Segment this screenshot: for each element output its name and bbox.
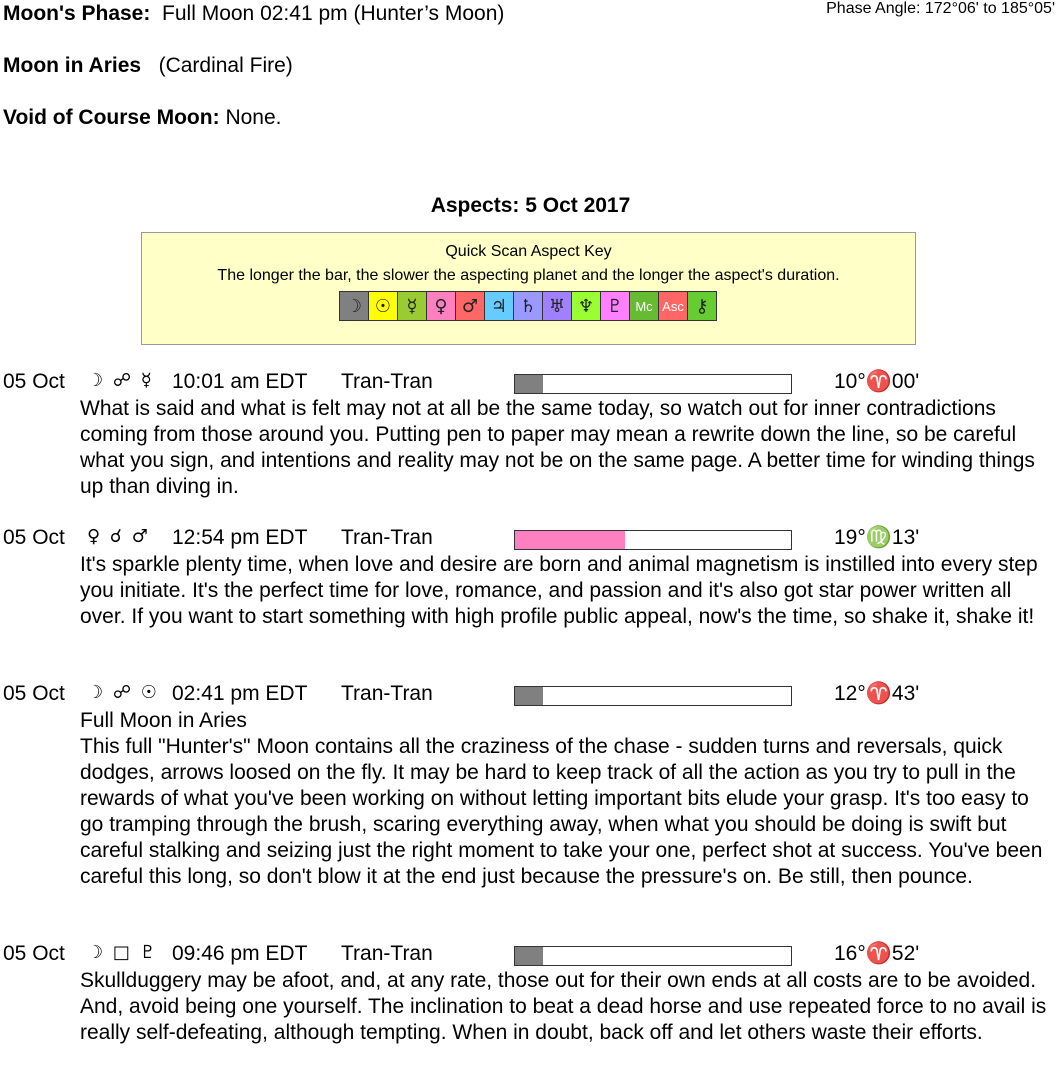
aspect-subtitle: Full Moon in Aries [80,709,247,732]
aspect-glyphs: ☽ ☍ ☉ [87,682,159,703]
aspect-time: 09:46 pm EDT [172,942,308,965]
aspect-key-swatch: ♆ [571,291,601,321]
duration-bar-fill [515,687,543,705]
aspect-key-swatch: ♃ [484,291,514,321]
aspect-time: 10:01 am EDT [172,370,308,393]
duration-bar [514,530,792,550]
aspect-entry [0,682,1061,890]
aspect-header [0,942,1061,968]
aspect-description: It's sparkle plenty time, when love and desire are born and animal magnetism is instilled into every step you initiate. It's the perfect time for love, romance, and passion and it's also got star power written all over. If you want to start something with high profile public appeal, now's the time, so shake it, shake it! [80,553,1038,628]
aspect-key-box [141,232,916,345]
aspect-time: 12:54 pm EDT [172,526,308,549]
duration-bar-fill [515,947,543,965]
aspect-header [0,682,1061,708]
aspect-key-swatch: ♇ [600,291,630,321]
moon-sign-element: (Cardinal Fire) [158,54,293,77]
aspect-description: What is said and what is felt may not at all be the same today, so watch out for inner contradictions coming from those around you. Putting pen to paper may mean a rewrite down the line, so be careful what you sign, and intentions and reality may not be on the same page. A better time for winding things up than diving in. [80,397,1035,498]
duration-bar-fill [515,375,543,393]
void-line [3,106,281,130]
aspect-degree: 19°♍13' [834,526,920,549]
aspect-key-swatch: ♅ [542,291,572,321]
aspect-key-swatch: ☽ [339,291,369,321]
aspect-glyphs: ☽ ☍ ☿ [87,370,154,391]
aspect-key-swatch: Mc [629,291,659,321]
aspect-description: Skullduggery may be afoot, and, at any rate, those out for their own ends at all costs are to be avoided. And, avoid being one yourself. The inclination to beat a dead horse and use repeated force to no avail is really self-defeating, although tempting. When in doubt, back off and let others waste their efforts. [80,969,1047,1044]
duration-bar-fill [515,531,625,549]
aspect-key-swatch: ♂ [455,291,485,321]
aspect-description: This full "Hunter's" Moon contains all the craziness of the chase - sudden turns and reversals, quick dodges, arrows loosed on the fly. It may be hard to keep track of all the action as you try to pull in the rewards of what you've been working on without letting important bits elude your grasp. It's too easy to go tramping through the brush, scaring everything away, when what you should be doing is swift but careful stalking and seizing just the right moment to take your one, perfect shot at success. You've been careful this long, so don't blow it at the end just because the pressure's on. Be still, then pounce. [80,735,1043,888]
duration-bar [514,374,792,394]
aspect-date: 05 Oct [3,682,65,705]
aspect-key-swatch: ♄ [513,291,543,321]
aspect-degree: 10°♈00' [834,370,920,393]
aspect-degree: 12°♈43' [834,682,920,705]
aspect-entry [0,526,1061,630]
aspect-entry [0,370,1061,500]
aspect-key-swatches [142,291,915,321]
aspect-key-title: Quick Scan Aspect Key [445,243,612,260]
aspect-header [0,526,1061,552]
aspect-key-swatch: Asc [658,291,688,321]
moon-phase-value: Full Moon 02:41 pm (Hunter’s Moon) [162,2,505,25]
aspect-key-swatch: ☿ [397,291,427,321]
aspect-type: Tran-Tran [341,370,433,393]
moon-sign-label: Moon in Aries [3,54,142,77]
void-value: None. [225,106,282,129]
aspect-key-subtitle: The longer the bar, the slower the aspecting planet and the longer the aspect's duration. [217,267,840,284]
aspect-key-swatch: ♀ [426,291,456,321]
aspect-degree: 16°♈52' [834,942,920,965]
moon-phase-line [3,2,504,26]
aspect-type: Tran-Tran [341,682,433,705]
aspect-time: 02:41 pm EDT [172,682,308,705]
aspect-entry [0,942,1061,1046]
aspect-glyphs: ☽ □ ♇ [87,942,158,963]
aspect-key-swatch: ☉ [368,291,398,321]
moon-sign-line [3,54,293,78]
aspect-date: 05 Oct [3,526,65,549]
aspect-date: 05 Oct [3,942,65,965]
duration-bar [514,686,792,706]
aspect-header [0,370,1061,396]
aspect-key-swatch: ⚷ [687,291,717,321]
aspects-title: Aspects: 5 Oct 2017 [430,194,631,217]
aspect-date: 05 Oct [3,370,65,393]
duration-bar [514,946,792,966]
moon-phase-label: Moon's Phase: [3,2,151,25]
phase-angle: Phase Angle: 172°06' to 185°05' [826,0,1055,17]
aspect-type: Tran-Tran [341,942,433,965]
aspect-type: Tran-Tran [341,526,433,549]
aspect-glyphs: ♀ ☌ ♂ [87,526,150,547]
void-label: Void of Course Moon: [3,106,220,129]
